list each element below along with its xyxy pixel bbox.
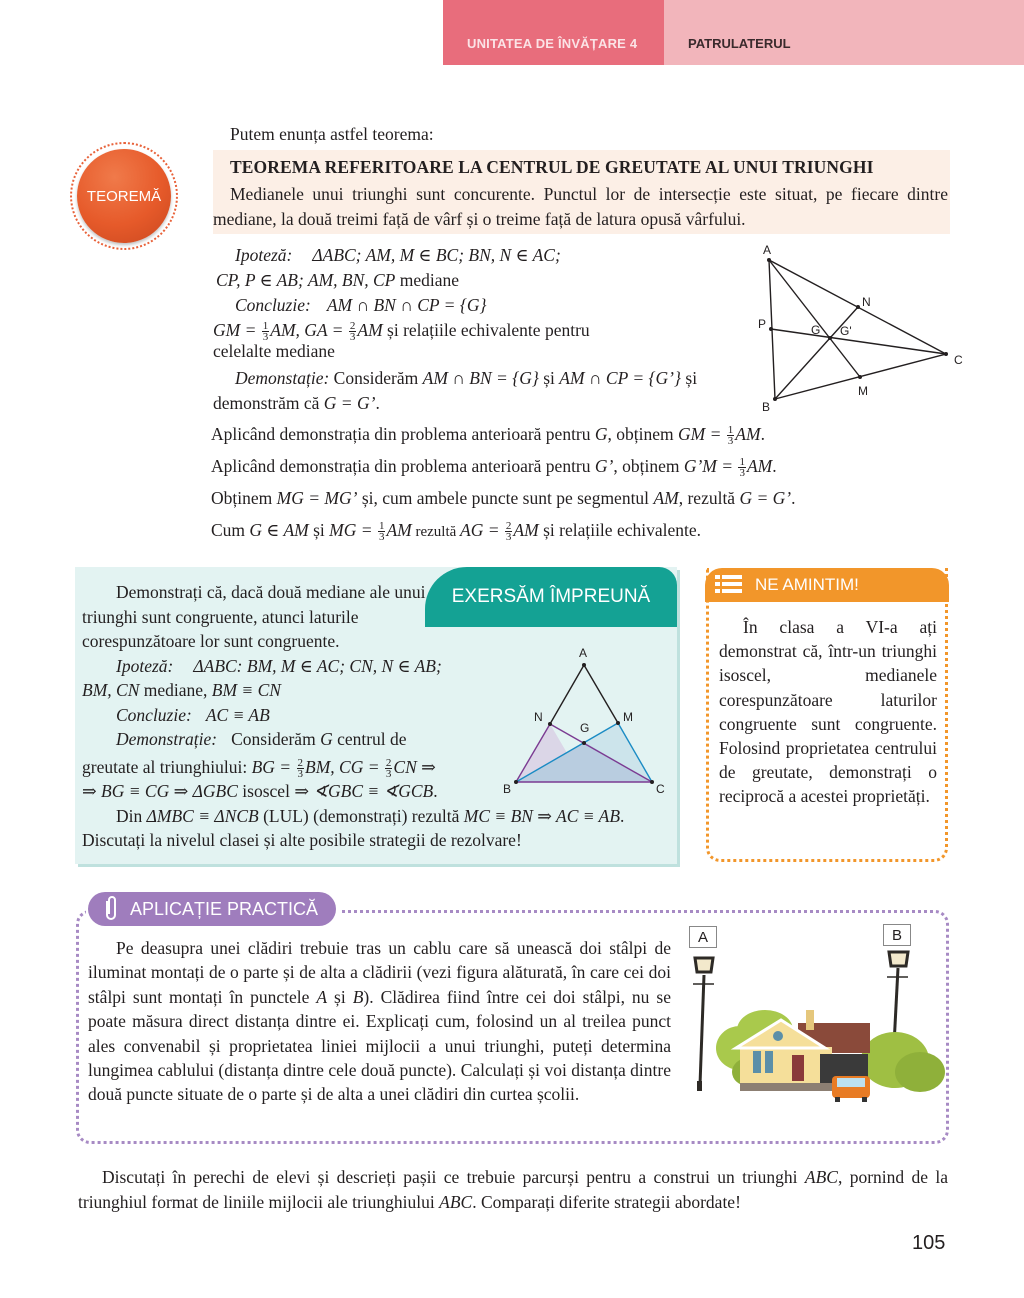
exercise-dem-4: Din ΔMBC ≡ ΔNCB (LUL) (demonstrați) rezultă MC ≡ BN ⇒ AC ≡ AB. — [116, 805, 625, 826]
recall-title: NE AMINTIM! — [755, 575, 859, 594]
dem-line-1: Demonstație: Considerăm AM ∩ BN = {G} și AM ∩ CP = {G’} și — [235, 368, 698, 388]
ipoteza-text-2: CP, P ∈ AB; AM, BN, CP — [216, 270, 396, 290]
proof-block — [213, 243, 753, 416]
svg-text:G: G — [811, 323, 821, 337]
footer-discussion: Discutați în perechi de elevi și descrieți pașii ce trebuie parcurși pentru a construi un triunghi ABC, pornind de la triunghiul format de liniile mijlocii ale triunghiului ABC. Comparați diferite strategii abordate! — [78, 1167, 949, 1212]
svg-text:B: B — [762, 400, 771, 414]
formula-part: GM = — [213, 320, 261, 340]
formula-part: AM, GA = — [270, 320, 348, 340]
svg-text:B: B — [503, 782, 512, 796]
proof-continued — [211, 422, 931, 545]
recall-body-text: În clasa a VI-a ați demonstrat că, într-un triunghi isoscel, medianele corespunzătoare laturilor congruente sunt congruente. Folosind proprietatea centrului de greutate, demonstrați o reciprocă a acestei proprietăți. — [719, 617, 937, 807]
concluzie-text: AM ∩ BN ∩ CP = {G} — [326, 295, 487, 315]
svg-text:P: P — [758, 317, 767, 331]
exercise-concluzie: Concluzie: AC ≡ AB — [116, 704, 270, 725]
streetlamp-b-icon — [887, 952, 908, 1045]
exercise-ipoteza: Ipoteză: ΔABC: BM, M ∈ AC; CN, N ∈ AB; — [116, 655, 442, 676]
svg-text:N: N — [862, 295, 871, 309]
proof-line-3: Aplicând demonstrația din problema anterioară pentru G, obținem GM = $\frac{1}{3}$ AM. — [211, 424, 765, 448]
exercise-dem-2: greutate al triunghiului: BG = $\frac{2}{3}$ BM, CG = $\frac{2}{3}$ CN ⇒ — [82, 756, 436, 780]
streetlamp-a-icon — [693, 958, 714, 1091]
theorem-body — [213, 182, 948, 232]
theorem-body-text: Medianele unui triunghi sunt concurente. Punctul lor de intersecție este situat, pe fiecare dintre mediane, la două treimi față de vârf și o treime față de latura opusă vârfului. — [213, 184, 948, 229]
practical-title: APLICAȚIE PRACTICĂ — [130, 898, 319, 919]
formula-part: AM — [357, 320, 383, 340]
point-a-label: A — [689, 926, 717, 948]
svg-text:M: M — [623, 710, 633, 724]
chapter-label: PATRULATERUL — [688, 36, 791, 51]
ipoteza-mediane: mediane — [395, 270, 460, 290]
fraction-one-third: $\frac{1}{3}$ — [262, 320, 269, 344]
ipoteza-label: Ipoteză: — [235, 245, 293, 265]
list-icon — [713, 572, 747, 598]
formula-text: și relațiile echivalente pentru — [382, 320, 590, 340]
svg-text:G': G' — [840, 324, 852, 338]
svg-text:M: M — [858, 384, 868, 398]
concluzie-label: Concluzie: — [235, 295, 311, 315]
svg-text:A: A — [579, 646, 588, 660]
ipoteza-text: ΔABC; AM, M ∈ BC; BN, N ∈ AC; — [312, 245, 561, 265]
concluzie-celelalte: celelalte mediane — [213, 341, 335, 361]
intro-text: Putem enunța astfel teorema: — [230, 124, 434, 144]
theorem-badge — [77, 149, 171, 243]
page-number: 105 — [912, 1232, 946, 1254]
practical-body: Pe deasupra unei clădiri trebuie tras un cablu care să unească doi stâlpi de iluminat montați de o parte și de alta a clădirii (vezi figura alăturată, în care cei doi stâlpi sunt montați în punctele A și B). Clădirea fiind între cei doi stâlpi, nu se poate măsura direct distanța dintre ei. Explicați cum, folosind un al treilea punct ales convenabil și proprietatea liniei mijlocii a unui triunghi, puteți determina lungimea cablului (distanța dintre cele două puncte). Calculați și voi distanța dintre două puncte situate de o parte și de alta a unei clădiri din curtea școlii. — [88, 938, 671, 1105]
recall-body — [719, 615, 937, 809]
theorem-title: TEOREMA REFERITOARE LA CENTRUL DE GREUTATE AL UNUI TRIUNGHI — [230, 157, 874, 177]
exercise-intro: Demonstrați că, dacă două mediane ale unui triunghi sunt congruente, atunci laturile corespunzătoare lor sunt congruente. — [82, 582, 426, 651]
proof-line-5: Obținem MG = MG’ și, cum ambele puncte sunt pe segmentul AM, rezultă G = G’. — [211, 488, 796, 508]
svg-text:C: C — [656, 782, 665, 796]
unit-label: UNITATEA DE ÎNVĂȚARE 4 — [467, 36, 638, 51]
ipoteza-line — [213, 243, 753, 268]
exercise-tab-label: EXERSĂM ÎMPREUNĂ — [451, 586, 651, 607]
proof-line-6: Cum G ∈ AM și MG = $\frac{1}{3}$ AM rezultă AG = $\frac{2}{3}$ AM și relațiile echivalente. — [211, 520, 701, 544]
proof-line-4: Aplicând demonstrația din problema anterioară pentru G’, obținem G’M = $\frac{1}{3}$ AM. — [211, 456, 777, 480]
paperclip-icon — [98, 895, 124, 923]
svg-text:G: G — [580, 721, 590, 735]
dem-label: Demonstație: — [235, 368, 330, 388]
concluzie-line — [213, 293, 753, 318]
practical-header — [88, 892, 336, 926]
exercise-dem-1: Demonstrație: Considerăm G centrul de — [116, 729, 407, 749]
triangle-medians-figure — [740, 235, 980, 415]
exercise-ipoteza-2: BM, CN mediane, BM ≡ CN — [82, 680, 281, 700]
svg-text:A: A — [763, 243, 772, 257]
recall-header — [705, 568, 949, 602]
isosceles-medians-figure — [500, 640, 680, 800]
exercise-dem-5: Discutați la nivelul clasei și alte posibile strategii de rezolvare! — [82, 830, 522, 850]
ipoteza-line-2 — [213, 268, 753, 293]
exercise-dem-3: ⇒ BG ≡ CG ⇒ ΔGBC isoscel ⇒ ∢GBC ≡ ∢GCB. — [82, 781, 438, 801]
fraction-two-thirds: $\frac{2}{3}$ — [349, 320, 356, 344]
unit-header — [443, 0, 664, 65]
dem-line-2: demonstrăm că G = G’. — [213, 393, 380, 413]
chapter-header — [664, 0, 1024, 65]
point-b-label: B — [883, 924, 911, 946]
house-streetlamps-illustration — [680, 950, 950, 1125]
theorem-badge-label: TEOREMĂ — [86, 187, 162, 205]
svg-text:C: C — [954, 353, 963, 367]
svg-text:N: N — [534, 710, 543, 724]
